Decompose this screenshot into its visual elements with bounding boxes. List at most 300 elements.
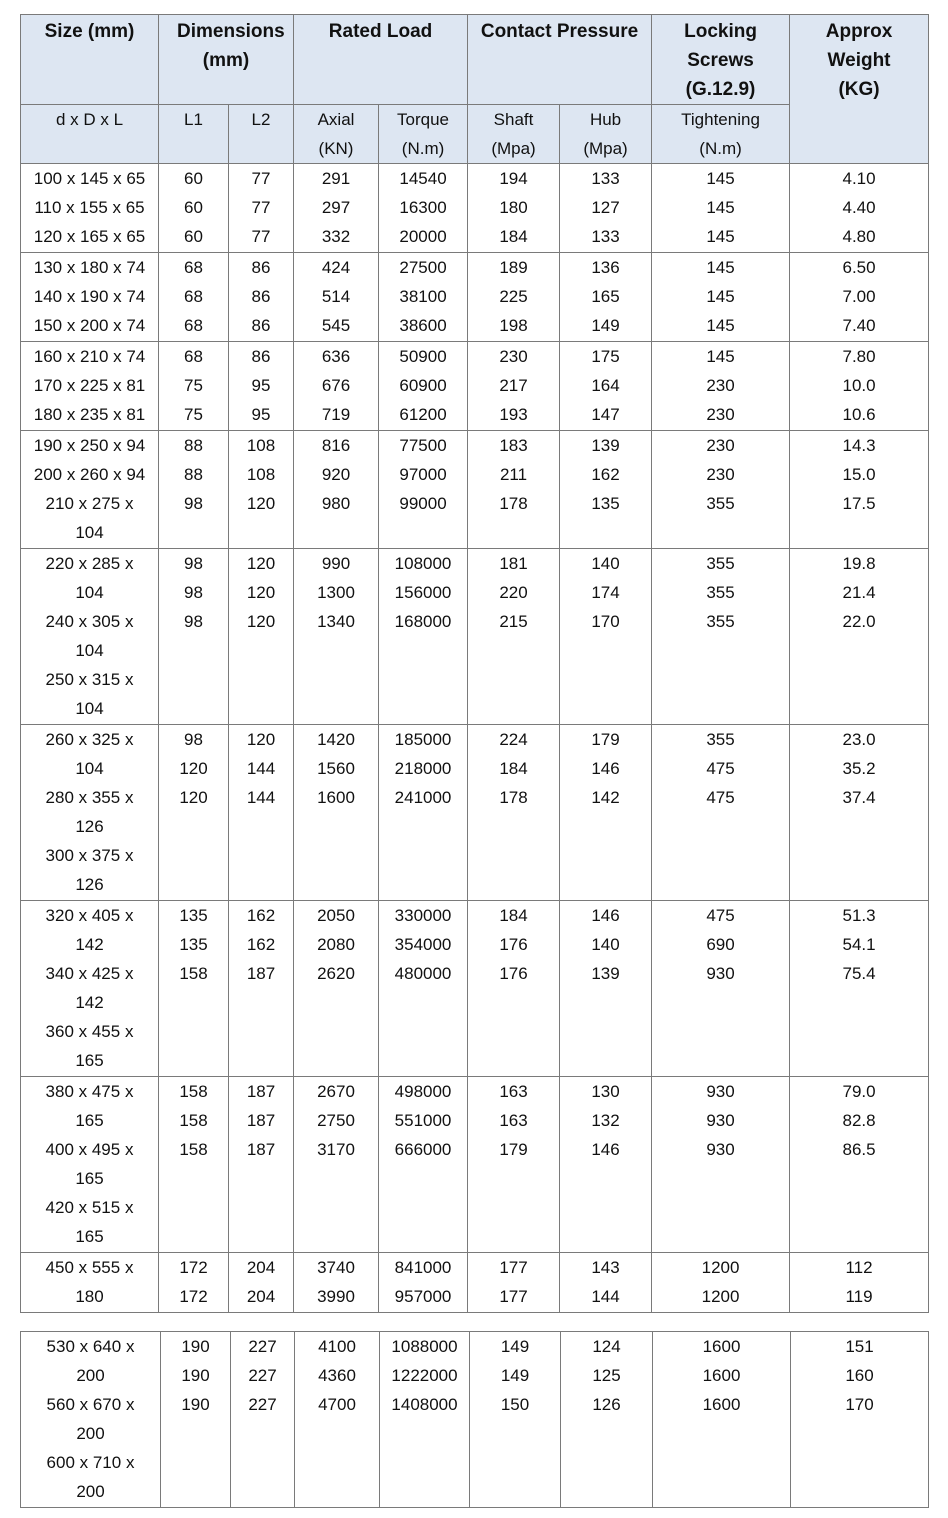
cell-value: 200	[76, 1482, 105, 1501]
cell-tight	[652, 725, 790, 901]
cell-value: 180	[499, 198, 528, 217]
cell-value: 194	[499, 169, 528, 188]
hub-unit: (Mpa)	[583, 139, 628, 158]
cell-value: 38100	[399, 287, 447, 306]
cell-value: 187	[246, 1111, 276, 1130]
cell-value: 181	[499, 554, 528, 573]
cell-value: 61200	[399, 405, 447, 424]
cell-l1	[161, 1332, 231, 1508]
cell-value: 184	[499, 759, 528, 778]
subheader-size: d x D x L	[21, 105, 159, 164]
cell-tight	[652, 164, 790, 253]
cell-value: 330000	[394, 906, 452, 925]
table-row-group	[21, 1253, 929, 1313]
cell-axial	[295, 1332, 380, 1508]
cell-size	[21, 164, 159, 253]
cell-value: 176	[499, 964, 528, 983]
cell-value: 224	[499, 730, 528, 749]
cell-value: 2620	[317, 964, 355, 983]
cell-value: 187	[246, 1140, 276, 1159]
cell-value: 183	[499, 436, 528, 455]
cell-value: 120	[246, 494, 276, 513]
cell-value: 1300	[317, 583, 355, 602]
cell-shaft	[468, 1253, 560, 1313]
header-row-main	[21, 15, 929, 105]
header-weight-line: Weight	[827, 50, 891, 71]
torque-unit: (N.m)	[401, 139, 445, 158]
shaft-unit: (Mpa)	[491, 139, 536, 158]
cell-value: 200	[76, 1366, 105, 1385]
spec-table-continued	[20, 1331, 929, 1508]
cell-value: 666000	[394, 1140, 452, 1159]
cell-value: 170 x 225 x 81	[33, 376, 146, 395]
cell-value: 190	[181, 1366, 210, 1385]
cell-tight	[652, 549, 790, 725]
cell-value: 120	[179, 759, 208, 778]
cell-hub	[560, 164, 652, 253]
cell-value: 230	[706, 405, 735, 424]
cell-value: 475	[706, 906, 735, 925]
cell-value: 145	[706, 258, 735, 277]
cell-value: 162	[591, 465, 620, 484]
cell-value: 187	[246, 964, 276, 983]
cell-l2	[229, 431, 294, 549]
cell-value: 600 x 710 x	[46, 1453, 135, 1472]
cell-value: 1200	[701, 1287, 740, 1306]
cell-value: 340 x 425 x	[45, 964, 134, 983]
cell-value: 22.0	[842, 612, 876, 631]
cell-value: 1088000	[391, 1337, 458, 1356]
cell-value: 184	[499, 227, 528, 246]
cell-value: 420 x 515 x	[45, 1198, 134, 1217]
cell-value: 165	[75, 1227, 104, 1246]
cell-value: 86.5	[842, 1140, 876, 1159]
cell-weight	[790, 1077, 929, 1253]
header-grade-line: (G.12.9)	[685, 79, 756, 100]
cell-value: 139	[591, 436, 620, 455]
cell-hub	[561, 1332, 653, 1508]
cell-value: 424	[321, 258, 351, 277]
cell-value: 332	[321, 227, 351, 246]
cell-value: 68	[184, 316, 203, 335]
cell-value: 100 x 145 x 65	[33, 169, 146, 188]
cell-value: 3990	[317, 1287, 355, 1306]
cell-l1	[159, 342, 229, 431]
table-row-group	[21, 549, 929, 725]
cell-value: 75.4	[842, 964, 876, 983]
cell-weight	[790, 725, 929, 901]
cell-hub	[560, 901, 652, 1077]
cell-shaft	[468, 725, 560, 901]
cell-shaft	[468, 253, 560, 342]
cell-value: 104	[75, 641, 104, 660]
cell-value: 98	[184, 494, 203, 513]
cell-value: 1340	[317, 612, 355, 631]
cell-value: 104	[75, 699, 104, 718]
cell-l1	[159, 901, 229, 1077]
cell-value: 151	[845, 1337, 874, 1356]
cell-value: 145	[706, 287, 735, 306]
cell-value: 146	[591, 759, 620, 778]
cell-value: 163	[499, 1082, 528, 1101]
cell-value: 60	[184, 169, 203, 188]
cell-value: 355	[706, 612, 735, 631]
cell-value: 189	[499, 258, 528, 277]
cell-value: 280 x 355 x	[45, 788, 134, 807]
cell-value: 241000	[394, 788, 452, 807]
cell-value: 1600	[317, 788, 355, 807]
cell-weight	[790, 253, 929, 342]
cell-value: 140	[591, 935, 620, 954]
table-row-group	[21, 1332, 929, 1508]
cell-shaft	[468, 431, 560, 549]
header-locking-line: Locking	[684, 21, 757, 42]
cell-axial	[294, 342, 379, 431]
cell-value: 126	[75, 875, 104, 894]
cell-tight	[653, 1332, 791, 1508]
subheader-l2: L2	[229, 105, 294, 164]
cell-value: 400 x 495 x	[45, 1140, 134, 1159]
cell-l1	[159, 1077, 229, 1253]
cell-value: 110 x 155 x 65	[34, 198, 145, 217]
cell-value: 380 x 475 x	[45, 1082, 134, 1101]
shaft-label: Shaft	[493, 110, 534, 129]
table-row-group	[21, 725, 929, 901]
cell-value: 170	[845, 1395, 874, 1414]
cell-torque	[380, 1332, 470, 1508]
cell-value: 227	[248, 1395, 277, 1414]
cell-l2	[229, 901, 294, 1077]
header-locking-screws	[652, 15, 790, 105]
cell-value: 957000	[394, 1287, 452, 1306]
table-row-group	[21, 431, 929, 549]
cell-value: 930	[706, 964, 735, 983]
cell-axial	[294, 431, 379, 549]
cell-value: 126	[75, 817, 104, 836]
cell-size	[21, 549, 159, 725]
cell-value: 165	[75, 1169, 104, 1188]
header-contact-pressure: Contact Pressure	[468, 15, 652, 105]
cell-value: 86	[251, 347, 271, 366]
cell-value: 145	[706, 227, 735, 246]
cell-weight	[790, 342, 929, 431]
cell-value: 140	[591, 554, 620, 573]
cell-value: 220	[499, 583, 528, 602]
cell-weight	[790, 1253, 929, 1313]
cell-value: 2050	[317, 906, 355, 925]
cell-weight	[790, 549, 929, 725]
cell-value: 180	[75, 1287, 104, 1306]
cell-value: 23.0	[842, 730, 876, 749]
cell-value: 163	[499, 1111, 528, 1130]
cell-axial	[294, 1253, 379, 1313]
cell-value: 104	[75, 583, 104, 602]
cell-value: 190 x 250 x 94	[33, 436, 146, 455]
cell-l2	[231, 1332, 295, 1508]
cell-value: 560 x 670 x	[46, 1395, 135, 1414]
cell-value: 250 x 315 x	[45, 670, 134, 689]
cell-value: 35.2	[842, 759, 876, 778]
cell-value: 980	[321, 494, 351, 513]
cell-l2	[229, 1077, 294, 1253]
cell-l1	[159, 164, 229, 253]
cell-value: 160 x 210 x 74	[33, 347, 146, 366]
cell-shaft	[468, 1077, 560, 1253]
header-dimensions-text: Dimensions (mm)	[177, 21, 285, 71]
cell-value: 170	[591, 612, 620, 631]
cell-value: 98	[184, 583, 203, 602]
cell-value: 104	[75, 759, 104, 778]
cell-value: 498000	[394, 1082, 452, 1101]
cell-value: 177	[499, 1287, 528, 1306]
cell-value: 355	[706, 494, 735, 513]
cell-value: 133	[591, 169, 620, 188]
header-dimensions	[159, 15, 294, 105]
cell-weight	[790, 901, 929, 1077]
cell-value: 19.8	[842, 554, 876, 573]
cell-value: 27500	[399, 258, 447, 277]
cell-value: 120 x 165 x 65	[33, 227, 146, 246]
cell-value: 140 x 190 x 74	[33, 287, 146, 306]
cell-value: 54.1	[842, 935, 876, 954]
cell-value: 174	[591, 583, 620, 602]
cell-value: 108	[246, 465, 276, 484]
cell-value: 180 x 235 x 81	[33, 405, 146, 424]
cell-value: 17.5	[842, 494, 876, 513]
cell-value: 545	[321, 316, 351, 335]
cell-l2	[229, 342, 294, 431]
cell-value: 86	[251, 258, 271, 277]
cell-value: 147	[591, 405, 620, 424]
cell-value: 20000	[399, 227, 447, 246]
cell-tight	[652, 901, 790, 1077]
cell-tight	[652, 1253, 790, 1313]
cell-value: 158	[179, 1111, 208, 1130]
cell-torque	[379, 164, 468, 253]
cell-hub	[560, 1253, 652, 1313]
cell-value: 79.0	[842, 1082, 876, 1101]
cell-value: 355	[706, 730, 735, 749]
subheader-shaft	[468, 105, 560, 164]
cell-value: 130 x 180 x 74	[33, 258, 146, 277]
cell-torque	[379, 1253, 468, 1313]
cell-value: 60	[184, 198, 203, 217]
cell-value: 86	[251, 316, 271, 335]
cell-value: 190	[181, 1395, 210, 1414]
cell-value: 149	[591, 316, 620, 335]
cell-value: 145	[706, 169, 735, 188]
table-row-group	[21, 342, 929, 431]
cell-value: 75	[184, 405, 203, 424]
cell-l1	[159, 1253, 229, 1313]
cell-value: 260 x 325 x	[45, 730, 134, 749]
cell-l1	[159, 253, 229, 342]
cell-value: 3170	[317, 1140, 355, 1159]
cell-value: 149	[500, 1366, 530, 1385]
table-row-group	[21, 164, 929, 253]
cell-value: 930	[706, 1082, 735, 1101]
cell-value: 2670	[317, 1082, 355, 1101]
cell-value: 149	[500, 1337, 530, 1356]
cell-value: 175	[591, 347, 620, 366]
cell-axial	[294, 253, 379, 342]
cell-value: 108000	[394, 554, 452, 573]
cell-value: 172	[179, 1258, 208, 1277]
header-size: Size (mm)	[21, 15, 159, 105]
cell-value: 211	[499, 465, 528, 484]
axial-unit: (KN)	[318, 139, 354, 158]
cell-value: 217	[499, 376, 528, 395]
cell-value: 2750	[317, 1111, 355, 1130]
cell-size	[21, 1253, 159, 1313]
table-row-group	[21, 253, 929, 342]
spec-table-container	[20, 14, 928, 1508]
cell-value: 4.40	[842, 198, 876, 217]
cell-value: 930	[706, 1140, 735, 1159]
table-row-group	[21, 1077, 929, 1253]
cell-shaft	[468, 164, 560, 253]
cell-torque	[379, 901, 468, 1077]
cell-tight	[652, 431, 790, 549]
cell-value: 75	[184, 376, 203, 395]
cell-value: 1600	[702, 1366, 741, 1385]
table-row-group	[21, 901, 929, 1077]
cell-value: 193	[499, 405, 528, 424]
cell-value: 1408000	[391, 1395, 458, 1414]
tightening-unit: (N.m)	[699, 139, 742, 158]
cell-value: 227	[248, 1337, 277, 1356]
cell-hub	[560, 431, 652, 549]
cell-value: 450 x 555 x	[45, 1258, 134, 1277]
cell-value: 215	[499, 612, 528, 631]
cell-value: 297	[321, 198, 351, 217]
cell-value: 144	[246, 759, 276, 778]
cell-value: 145	[706, 316, 735, 335]
cell-value: 124	[592, 1337, 621, 1356]
cell-shaft	[470, 1332, 561, 1508]
cell-axial	[294, 1077, 379, 1253]
cell-axial	[294, 549, 379, 725]
cell-l1	[159, 549, 229, 725]
subheader-axial	[294, 105, 379, 164]
cell-value: 14540	[399, 169, 447, 188]
cell-torque	[379, 253, 468, 342]
cell-l2	[229, 1253, 294, 1313]
cell-value: 168000	[394, 612, 452, 631]
cell-value: 218000	[394, 759, 452, 778]
cell-value: 130	[591, 1082, 620, 1101]
cell-value: 108	[246, 436, 276, 455]
cell-value: 300 x 375 x	[45, 846, 134, 865]
cell-size	[21, 1332, 161, 1508]
cell-hub	[560, 725, 652, 901]
cell-value: 21.4	[842, 583, 876, 602]
cell-value: 355	[706, 554, 735, 573]
cell-value: 719	[321, 405, 351, 424]
cell-value: 165	[75, 1111, 104, 1130]
cell-value: 185000	[394, 730, 452, 749]
cell-value: 178	[499, 494, 528, 513]
cell-torque	[379, 431, 468, 549]
cell-value: 176	[499, 935, 528, 954]
cell-value: 14.3	[842, 436, 876, 455]
cell-value: 6.50	[842, 258, 876, 277]
cell-hub	[560, 549, 652, 725]
cell-value: 145	[706, 198, 735, 217]
cell-value: 126	[592, 1395, 621, 1414]
cell-value: 77500	[399, 436, 447, 455]
cell-value: 95	[251, 376, 271, 395]
cell-value: 133	[591, 227, 620, 246]
cell-torque	[379, 1077, 468, 1253]
cell-value: 120	[246, 612, 276, 631]
header-screws-line: Screws	[687, 50, 754, 71]
cell-value: 230	[706, 376, 735, 395]
hub-label: Hub	[589, 110, 622, 129]
cell-value: 816	[321, 436, 351, 455]
cell-value: 1600	[702, 1395, 741, 1414]
cell-value: 142	[591, 788, 620, 807]
cell-value: 177	[499, 1258, 528, 1277]
cell-size	[21, 253, 159, 342]
cell-value: 240 x 305 x	[45, 612, 134, 631]
cell-hub	[560, 1077, 652, 1253]
cell-value: 190	[181, 1337, 210, 1356]
cell-value: 7.40	[842, 316, 876, 335]
cell-value: 144	[246, 788, 276, 807]
cell-hub	[560, 253, 652, 342]
cell-value: 136	[591, 258, 620, 277]
cell-value: 360 x 455 x	[45, 1022, 134, 1041]
cell-value: 230	[706, 436, 735, 455]
cell-value: 158	[179, 1082, 208, 1101]
cell-axial	[294, 164, 379, 253]
cell-shaft	[468, 549, 560, 725]
cell-value: 142	[75, 993, 104, 1012]
cell-value: 60900	[399, 376, 447, 395]
header-approx-weight	[790, 15, 929, 164]
spec-table	[20, 14, 929, 1313]
cell-value: 2080	[317, 935, 355, 954]
cell-value: 7.00	[842, 287, 876, 306]
cell-value: 636	[321, 347, 351, 366]
cell-value: 88	[184, 465, 203, 484]
cell-value: 158	[179, 1140, 208, 1159]
cell-value: 150	[500, 1395, 530, 1414]
cell-value: 104	[75, 523, 104, 542]
cell-value: 142	[75, 935, 104, 954]
cell-value: 530 x 640 x	[46, 1337, 135, 1356]
cell-value: 77	[251, 227, 271, 246]
cell-value: 50900	[399, 347, 447, 366]
cell-value: 200	[76, 1424, 105, 1443]
cell-value: 77	[251, 198, 271, 217]
cell-size	[21, 901, 159, 1077]
cell-value: 139	[591, 964, 620, 983]
header-approx-line: Approx	[825, 21, 893, 42]
cell-value: 143	[591, 1258, 620, 1277]
cell-value: 120	[179, 788, 208, 807]
cell-value: 178	[499, 788, 528, 807]
axial-label: Axial	[317, 110, 355, 129]
cell-value: 200 x 260 x 94	[33, 465, 146, 484]
cell-value: 150 x 200 x 74	[33, 316, 146, 335]
cell-value: 320 x 405 x	[45, 906, 134, 925]
cell-torque	[379, 725, 468, 901]
cell-value: 125	[592, 1366, 621, 1385]
cell-l2	[229, 253, 294, 342]
subheader-l1: L1	[159, 105, 229, 164]
